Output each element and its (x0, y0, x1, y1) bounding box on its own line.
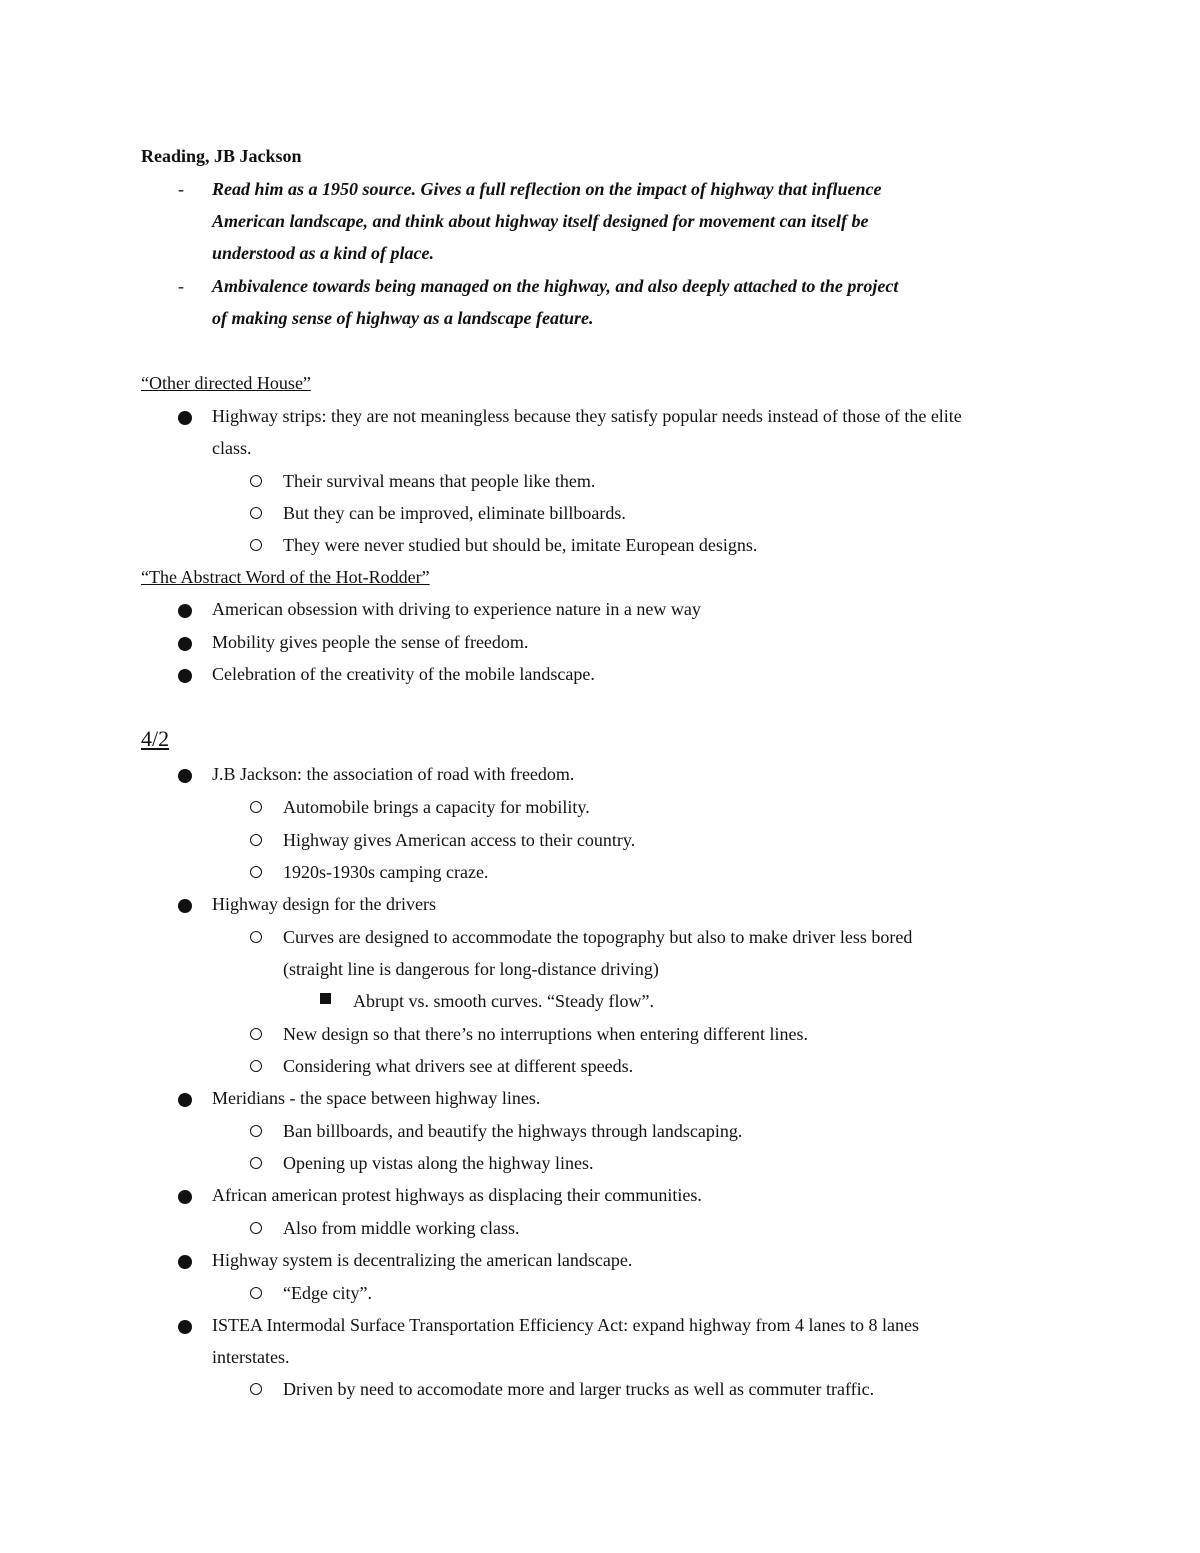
intro-line: American landscape, and think about highway itself designed for movement can itself be (212, 211, 869, 231)
sub-bullet-circle (250, 866, 262, 878)
sub-bullet-text: Ban billboards, and beautify the highways through landscaping. (283, 1121, 743, 1141)
sub-bullet-circle (250, 1287, 262, 1299)
date-heading: 4/2 (141, 726, 170, 751)
sub-bullet-circle (250, 1060, 262, 1072)
sub-bullet-circle (250, 475, 262, 487)
sub-bullet-circle (250, 1157, 262, 1169)
sub-bullet-text: They were never studied but should be, imitate European designs. (283, 535, 758, 555)
dash-marker: - (178, 179, 184, 199)
sub-bullet-circle (250, 1383, 262, 1395)
sub-bullet-text: Opening up vistas along the highway lines. (283, 1153, 594, 1173)
bullet-text: Highway system is decentralizing the american landscape. (212, 1250, 633, 1270)
section-title: “Other directed House” (141, 373, 311, 393)
sub-bullet-text: Curves are designed to accommodate the topography but also to make driver less bored (283, 927, 913, 947)
bullet-text: American obsession with driving to experience nature in a new way (212, 599, 701, 619)
sub-bullet-text: Their survival means that people like them. (283, 471, 596, 491)
bullet-text: Mobility gives people the sense of freedom. (212, 632, 529, 652)
section-title: “The Abstract Word of the Hot-Rodder” (141, 567, 430, 587)
intro-line: understood as a kind of place. (212, 243, 435, 263)
sub-bullet-text: Highway gives American access to their country. (283, 830, 636, 850)
bullet-text: Highway strips: they are not meaningless because they satisfy popular needs instead of those of the elite (212, 406, 962, 426)
intro-line: of making sense of highway as a landscape feature. (212, 308, 594, 328)
bullet-dot (178, 1255, 192, 1269)
bullet-dot (178, 411, 192, 425)
dash-marker: - (178, 276, 184, 296)
sub-bullet-circle (250, 931, 262, 943)
sub-bullet-text: “Edge city”. (283, 1283, 372, 1303)
sub-bullet-circle (250, 1125, 262, 1137)
sub-bullet-circle (250, 801, 262, 813)
sub-bullet-text: New design so that there’s no interruptions when entering different lines. (283, 1024, 809, 1044)
sub-bullet-text: Automobile brings a capacity for mobility. (283, 797, 590, 817)
square-bullet (320, 993, 331, 1004)
bullet-text: ISTEA Intermodal Surface Transportation Efficiency Act: expand highway from 4 lanes to 8 lanes (212, 1315, 920, 1335)
sub-bullet-text: 1920s-1930s camping craze. (283, 862, 489, 882)
bullet-text: J.B Jackson: the association of road with freedom. (212, 764, 575, 784)
sub-bullet-circle (250, 834, 262, 846)
bullet-dot (178, 637, 192, 651)
section-heading: Reading, JB Jackson (141, 146, 302, 166)
bullet-dot (178, 604, 192, 618)
bullet-dot (178, 1320, 192, 1334)
bullet-dot (178, 1093, 192, 1107)
sub-bullet-circle (250, 507, 262, 519)
intro-line: Read him as a 1950 source. Gives a full reflection on the impact of highway that influence (212, 179, 882, 199)
sub-bullet-text: (straight line is dangerous for long-distance driving) (283, 959, 659, 979)
sub-bullet-text: Also from middle working class. (283, 1218, 520, 1238)
sub-bullet-circle (250, 1028, 262, 1040)
bullet-dot (178, 1190, 192, 1204)
sub-sub-bullet-text: Abrupt vs. smooth curves. “Steady flow”. (353, 991, 654, 1011)
intro-line: Ambivalence towards being managed on the highway, and also deeply attached to the project (212, 276, 899, 296)
sub-bullet-text: Considering what drivers see at different speeds. (283, 1056, 634, 1076)
sub-bullet-circle (250, 1222, 262, 1234)
bullet-text: Celebration of the creativity of the mobile landscape. (212, 664, 595, 684)
sub-bullet-circle (250, 539, 262, 551)
bullet-text: interstates. (212, 1347, 290, 1367)
sub-bullet-text: But they can be improved, eliminate billboards. (283, 503, 626, 523)
bullet-dot (178, 899, 192, 913)
bullet-text: Meridians - the space between highway lines. (212, 1088, 541, 1108)
bullet-text: class. (212, 438, 252, 458)
sub-bullet-text: Driven by need to accomodate more and larger trucks as well as commuter traffic. (283, 1379, 875, 1399)
bullet-text: Highway design for the drivers (212, 894, 436, 914)
bullet-text: African american protest highways as displacing their communities. (212, 1185, 702, 1205)
bullet-dot (178, 669, 192, 683)
bullet-dot (178, 769, 192, 783)
